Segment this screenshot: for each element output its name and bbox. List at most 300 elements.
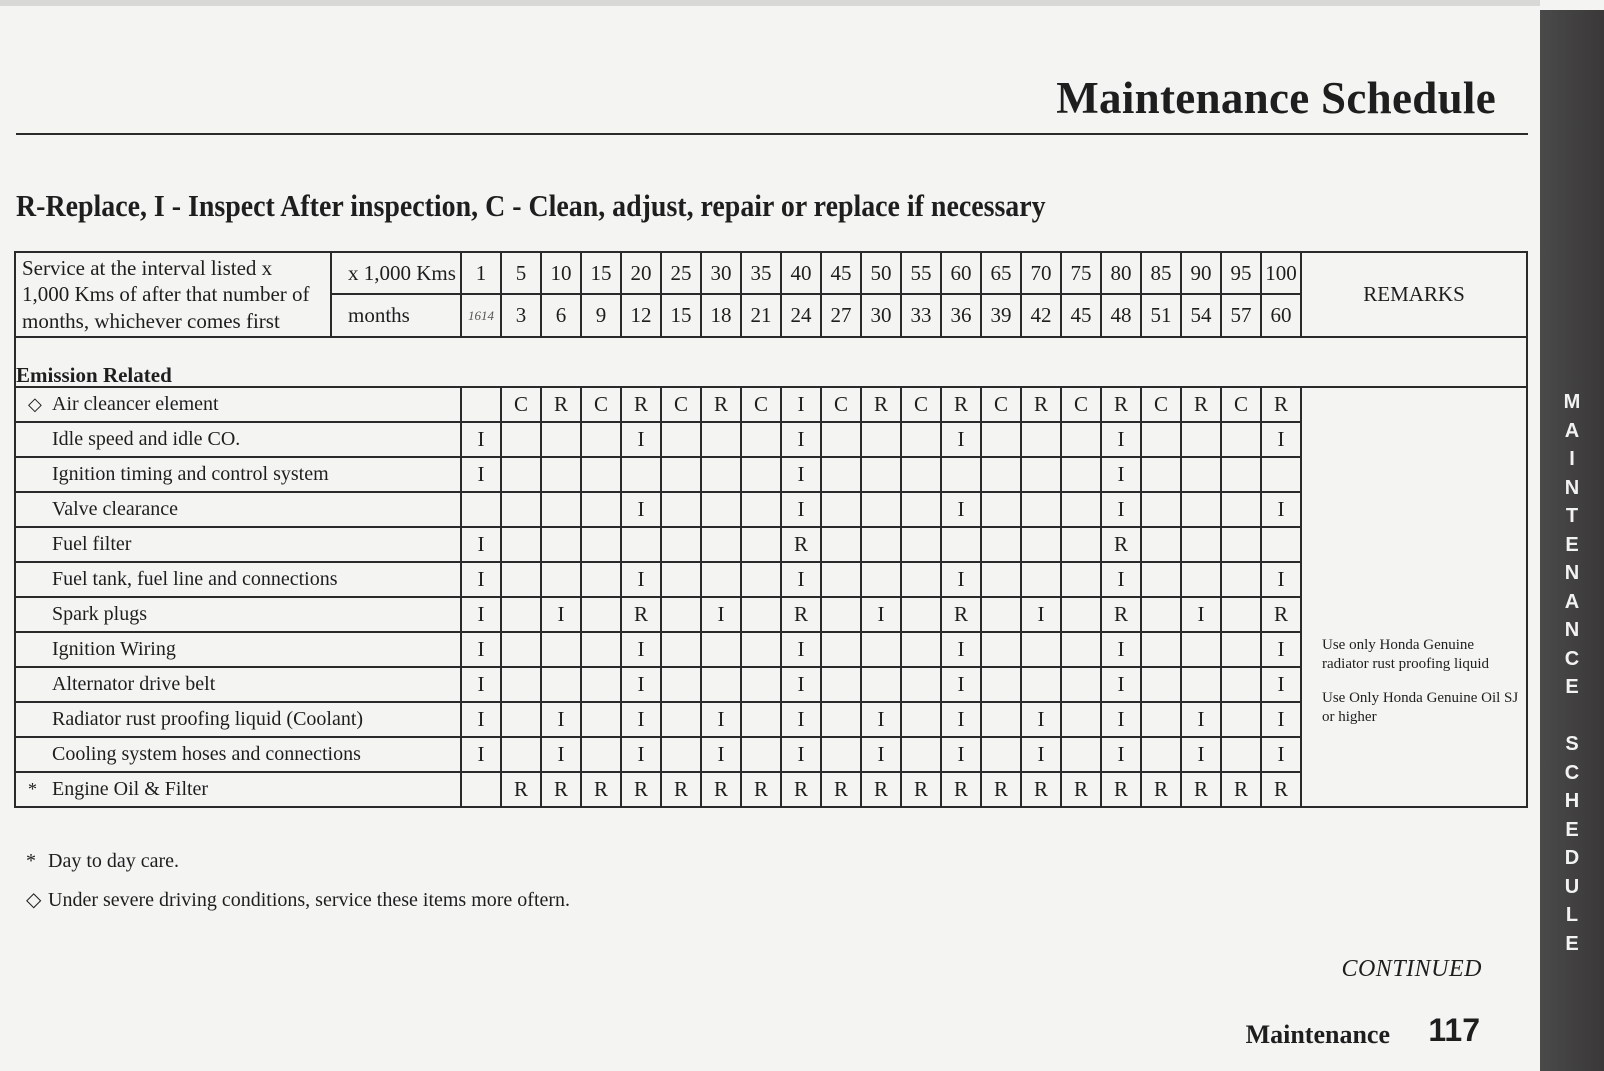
schedule-cell: C (1061, 387, 1101, 422)
schedule-cell: I (1181, 737, 1221, 772)
months-header: 24 (781, 294, 821, 336)
schedule-cell: I (1261, 737, 1301, 772)
legend-text: R-Replace, I - Inspect After inspection, C - Clean, adjust, repair or replace if necessary (16, 188, 1046, 223)
schedule-cell (461, 492, 501, 527)
item-name-cell (15, 527, 461, 562)
schedule-cell (501, 422, 541, 457)
schedule-cell: I (621, 422, 661, 457)
kms-header: 90 (1181, 252, 1221, 294)
schedule-cell: R (1061, 772, 1101, 807)
schedule-cell: C (901, 387, 941, 422)
schedule-cell: R (941, 387, 981, 422)
schedule-cell: C (741, 387, 781, 422)
schedule-cell: I (461, 457, 501, 492)
schedule-cell (861, 527, 901, 562)
schedule-cell: R (1261, 597, 1301, 632)
schedule-cell: I (461, 632, 501, 667)
schedule-cell (1061, 527, 1101, 562)
schedule-cell: R (781, 527, 821, 562)
schedule-cell: R (1101, 772, 1141, 807)
schedule-cell (1021, 492, 1061, 527)
schedule-cell: I (461, 562, 501, 597)
item-name: Radiator rust proofing liquid (Coolant) (52, 708, 364, 731)
schedule-cell (901, 702, 941, 737)
schedule-cell (501, 457, 541, 492)
schedule-cell: I (941, 492, 981, 527)
schedule-cell: I (941, 667, 981, 702)
schedule-cell: I (941, 422, 981, 457)
schedule-cell: I (621, 737, 661, 772)
schedule-cell (581, 667, 621, 702)
schedule-cell: I (701, 737, 741, 772)
schedule-cell: I (1101, 457, 1141, 492)
kms-header: 35 (741, 252, 781, 294)
schedule-cell: R (1141, 772, 1181, 807)
schedule-cell: I (941, 562, 981, 597)
page-top-edge (0, 0, 1540, 6)
schedule-cell (621, 527, 661, 562)
schedule-cell: I (1261, 667, 1301, 702)
schedule-cell: C (1221, 387, 1261, 422)
item-name-cell (15, 597, 461, 632)
item-name: Spark plugs (52, 603, 147, 626)
schedule-cell (821, 702, 861, 737)
schedule-cell: I (541, 597, 581, 632)
schedule-cell (1221, 457, 1261, 492)
schedule-cell (1261, 457, 1301, 492)
schedule-cell: I (541, 737, 581, 772)
schedule-cell (701, 492, 741, 527)
schedule-cell (861, 422, 901, 457)
schedule-cell (1021, 667, 1061, 702)
schedule-cell (741, 632, 781, 667)
kms-header: 1 (461, 252, 501, 294)
schedule-cell: R (541, 387, 581, 422)
schedule-cell: I (1101, 667, 1141, 702)
schedule-cell (981, 737, 1021, 772)
schedule-cell: R (621, 387, 661, 422)
schedule-cell (1181, 527, 1221, 562)
header-row-kms (15, 252, 1527, 294)
remark-text: Use Only Honda Genuine Oil SJ or higher (1322, 689, 1519, 726)
schedule-cell (501, 702, 541, 737)
note-severe-conditions (26, 887, 570, 912)
schedule-cell: I (781, 632, 821, 667)
schedule-cell (1141, 597, 1181, 632)
table-row (15, 702, 1527, 737)
item-name-cell (15, 492, 461, 527)
schedule-cell (901, 597, 941, 632)
schedule-cell (701, 422, 741, 457)
item-name: Fuel filter (52, 533, 132, 556)
table-row (15, 422, 1527, 457)
schedule-cell (1021, 422, 1061, 457)
schedule-cell (701, 527, 741, 562)
schedule-cell: C (821, 387, 861, 422)
schedule-cell: R (741, 772, 781, 807)
schedule-cell (661, 562, 701, 597)
schedule-cell: R (1021, 387, 1061, 422)
item-name-cell (15, 387, 461, 422)
schedule-cell (1221, 667, 1261, 702)
table-row (15, 562, 1527, 597)
item-name-cell (15, 632, 461, 667)
schedule-cell (461, 772, 501, 807)
unit-kms-label: x 1,000 Kms (331, 252, 461, 294)
schedule-cell (701, 457, 741, 492)
diamond-icon: ◇ (28, 394, 42, 415)
kms-header: 15 (581, 252, 621, 294)
schedule-cell: I (461, 702, 501, 737)
schedule-cell: R (941, 597, 981, 632)
schedule-cell (1221, 597, 1261, 632)
schedule-cell (1061, 457, 1101, 492)
schedule-cell (1221, 702, 1261, 737)
note-text: Day to day care. (48, 850, 180, 872)
table-row (15, 387, 1527, 422)
schedule-cell (581, 422, 621, 457)
note-text: Under severe driving conditions, service these items more oftern. (48, 889, 571, 911)
schedule-cell (981, 422, 1021, 457)
schedule-cell: I (621, 492, 661, 527)
item-name-cell (15, 702, 461, 737)
schedule-cell (1061, 702, 1101, 737)
schedule-cell (1141, 737, 1181, 772)
kms-header: 80 (1101, 252, 1141, 294)
schedule-cell: R (701, 772, 741, 807)
kms-header: 25 (661, 252, 701, 294)
table-row (15, 597, 1527, 632)
schedule-cell (541, 562, 581, 597)
schedule-cell: I (701, 597, 741, 632)
schedule-cell: I (621, 632, 661, 667)
schedule-cell (821, 597, 861, 632)
schedule-cell (741, 597, 781, 632)
months-header: 48 (1101, 294, 1141, 336)
schedule-cell: C (501, 387, 541, 422)
schedule-cell (821, 527, 861, 562)
schedule-cell: I (1181, 597, 1221, 632)
schedule-cell: R (941, 772, 981, 807)
schedule-cell (661, 597, 701, 632)
schedule-cell (1221, 527, 1261, 562)
asterisk-icon: * (28, 779, 37, 800)
schedule-cell (981, 702, 1021, 737)
schedule-cell (1181, 562, 1221, 597)
table-row (15, 772, 1527, 807)
schedule-cell (541, 492, 581, 527)
schedule-cell: R (1021, 772, 1061, 807)
months-header: 45 (1061, 294, 1101, 336)
schedule-cell: I (941, 632, 981, 667)
schedule-cell: R (861, 387, 901, 422)
schedule-cell: I (701, 702, 741, 737)
schedule-cell (741, 562, 781, 597)
schedule-cell (1141, 422, 1181, 457)
schedule-cell: I (1261, 422, 1301, 457)
schedule-cell (581, 737, 621, 772)
schedule-cell (981, 667, 1021, 702)
schedule-cell (1141, 492, 1181, 527)
months-header: 9 (581, 294, 621, 336)
schedule-cell (1181, 492, 1221, 527)
schedule-cell (1021, 527, 1061, 562)
schedule-cell (741, 492, 781, 527)
unit-months-label: months (331, 294, 461, 336)
schedule-cell: I (1261, 492, 1301, 527)
schedule-cell (1061, 562, 1101, 597)
schedule-cell (821, 632, 861, 667)
schedule-cell: R (541, 772, 581, 807)
schedule-cell: R (1181, 772, 1221, 807)
schedule-cell (941, 457, 981, 492)
schedule-cell: R (1101, 597, 1141, 632)
schedule-cell: R (901, 772, 941, 807)
schedule-cell: I (1021, 597, 1061, 632)
kms-header: 85 (1141, 252, 1181, 294)
table-row (15, 492, 1527, 527)
remark-text: Use only Honda Genuine radiator rust proofing liquid (1322, 636, 1490, 673)
schedule-cell (741, 527, 781, 562)
schedule-cell (1141, 562, 1181, 597)
months-header: 18 (701, 294, 741, 336)
handwritten-note: 1614 (461, 294, 501, 336)
schedule-cell (581, 457, 621, 492)
kms-header: 55 (901, 252, 941, 294)
notes (26, 850, 570, 926)
schedule-cell (1221, 737, 1261, 772)
kms-header: 20 (621, 252, 661, 294)
schedule-cell (501, 737, 541, 772)
schedule-cell: I (781, 387, 821, 422)
item-name: Idle speed and idle CO. (52, 428, 241, 451)
schedule-cell: I (1101, 632, 1141, 667)
kms-header: 65 (981, 252, 1021, 294)
schedule-cell (861, 667, 901, 702)
kms-header: 60 (941, 252, 981, 294)
kms-header: 40 (781, 252, 821, 294)
schedule-cell: R (1181, 387, 1221, 422)
table-row (15, 737, 1527, 772)
schedule-cell: I (541, 702, 581, 737)
diamond-icon: ◇ (26, 889, 42, 911)
kms-header: 45 (821, 252, 861, 294)
schedule-cell: I (621, 702, 661, 737)
schedule-cell (1061, 597, 1101, 632)
schedule-cell (661, 737, 701, 772)
schedule-cell: C (661, 387, 701, 422)
schedule-cell (901, 667, 941, 702)
schedule-cell (701, 632, 741, 667)
schedule-cell (1221, 632, 1261, 667)
schedule-cell: I (1101, 562, 1141, 597)
schedule-cell (501, 632, 541, 667)
schedule-cell: I (941, 702, 981, 737)
schedule-cell (741, 702, 781, 737)
item-name-cell (15, 667, 461, 702)
months-header: 54 (1181, 294, 1221, 336)
schedule-cell (821, 737, 861, 772)
schedule-cell: I (861, 737, 901, 772)
schedule-cell (1141, 457, 1181, 492)
schedule-cell: R (701, 387, 741, 422)
schedule-cell (821, 457, 861, 492)
schedule-cell (1061, 492, 1101, 527)
schedule-cell (901, 737, 941, 772)
schedule-cell (501, 597, 541, 632)
schedule-cell: I (861, 597, 901, 632)
item-name: Ignition timing and control system (52, 463, 329, 486)
schedule-cell (1061, 632, 1101, 667)
schedule-cell: R (821, 772, 861, 807)
schedule-cell: I (781, 457, 821, 492)
schedule-cell (861, 632, 901, 667)
interval-description: Service at the interval listed x 1,000 Kms of after that number of months, whichever comes first (15, 252, 331, 337)
schedule-cell (581, 702, 621, 737)
item-name-cell (15, 562, 461, 597)
schedule-cell (1221, 492, 1261, 527)
schedule-cell (1141, 702, 1181, 737)
table-row (15, 457, 1527, 492)
months-header: 51 (1141, 294, 1181, 336)
schedule-cell (541, 632, 581, 667)
item-name: Fuel tank, fuel line and connections (52, 568, 338, 591)
schedule-cell (541, 422, 581, 457)
schedule-cell (821, 562, 861, 597)
schedule-cell: R (501, 772, 541, 807)
schedule-cell (901, 492, 941, 527)
schedule-cell: R (861, 772, 901, 807)
schedule-cell (581, 562, 621, 597)
maintenance-table-wrapper (14, 251, 1526, 808)
schedule-cell (901, 562, 941, 597)
schedule-cell (741, 422, 781, 457)
maintenance-table (14, 251, 1528, 808)
schedule-cell (541, 667, 581, 702)
schedule-cell: I (781, 492, 821, 527)
kms-header: 95 (1221, 252, 1261, 294)
item-name: Air cleancer element (52, 393, 219, 416)
schedule-cell: C (581, 387, 621, 422)
months-header: 60 (1261, 294, 1301, 336)
months-header: 39 (981, 294, 1021, 336)
schedule-cell (581, 632, 621, 667)
schedule-cell (701, 562, 741, 597)
months-header: 21 (741, 294, 781, 336)
schedule-cell: I (1261, 562, 1301, 597)
item-name-cell (15, 422, 461, 457)
schedule-cell (1021, 632, 1061, 667)
schedule-cell (1141, 527, 1181, 562)
schedule-cell: I (861, 702, 901, 737)
schedule-cell: I (1101, 702, 1141, 737)
schedule-cell (1021, 562, 1061, 597)
schedule-cell (981, 632, 1021, 667)
schedule-cell (1061, 422, 1101, 457)
months-header: 42 (1021, 294, 1061, 336)
schedule-cell (1221, 422, 1261, 457)
item-name: Valve clearance (52, 498, 179, 521)
schedule-cell (581, 597, 621, 632)
schedule-cell: I (461, 667, 501, 702)
kms-header: 100 (1261, 252, 1301, 294)
schedule-cell (941, 527, 981, 562)
schedule-cell (821, 667, 861, 702)
schedule-cell: I (781, 422, 821, 457)
schedule-cell (741, 737, 781, 772)
schedule-cell (1261, 527, 1301, 562)
schedule-cell: I (621, 562, 661, 597)
schedule-cell: I (1101, 492, 1141, 527)
schedule-cell (501, 667, 541, 702)
schedule-cell: R (661, 772, 701, 807)
schedule-cell (501, 492, 541, 527)
item-name: Engine Oil & Filter (52, 778, 209, 801)
continued-label: CONTINUED (1341, 956, 1482, 982)
schedule-cell (981, 457, 1021, 492)
schedule-cell (1181, 667, 1221, 702)
footer-section-name: Maintenance (1245, 1020, 1390, 1049)
side-section-tab (1540, 10, 1604, 1071)
side-tab-label: M A I N T E N A N C E S C H E D U L E (1563, 391, 1581, 955)
months-header: 27 (821, 294, 861, 336)
schedule-cell: I (781, 702, 821, 737)
months-header: 33 (901, 294, 941, 336)
schedule-cell (861, 457, 901, 492)
schedule-cell: R (1221, 772, 1261, 807)
schedule-cell (741, 457, 781, 492)
schedule-cell (661, 632, 701, 667)
title-rule (16, 133, 1528, 135)
schedule-cell (501, 562, 541, 597)
schedule-cell (981, 562, 1021, 597)
months-header: 30 (861, 294, 901, 336)
schedule-cell: C (981, 387, 1021, 422)
schedule-cell: R (581, 772, 621, 807)
item-name-cell (15, 457, 461, 492)
schedule-cell: I (941, 737, 981, 772)
months-header: 12 (621, 294, 661, 336)
months-header: 15 (661, 294, 701, 336)
schedule-cell: I (1101, 422, 1141, 457)
schedule-cell: I (461, 422, 501, 457)
schedule-cell: I (461, 527, 501, 562)
kms-header: 75 (1061, 252, 1101, 294)
section-title: Emission Related (15, 337, 1527, 387)
schedule-cell: I (781, 667, 821, 702)
schedule-cell: R (621, 772, 661, 807)
schedule-cell (661, 702, 701, 737)
schedule-cell (581, 527, 621, 562)
schedule-cell: I (621, 667, 661, 702)
schedule-cell (981, 597, 1021, 632)
item-name-cell (15, 737, 461, 772)
page-number: 117 (1428, 1012, 1480, 1048)
schedule-cell: I (781, 562, 821, 597)
note-day-to-day (26, 850, 570, 873)
table-row (15, 667, 1527, 702)
schedule-cell (1181, 632, 1221, 667)
schedule-cell (901, 457, 941, 492)
schedule-cell (541, 527, 581, 562)
schedule-cell: R (1261, 772, 1301, 807)
months-header: 3 (501, 294, 541, 336)
schedule-cell (1021, 457, 1061, 492)
schedule-cell (1061, 737, 1101, 772)
months-header: 6 (541, 294, 581, 336)
schedule-cell: R (1101, 527, 1141, 562)
kms-header: 70 (1021, 252, 1061, 294)
